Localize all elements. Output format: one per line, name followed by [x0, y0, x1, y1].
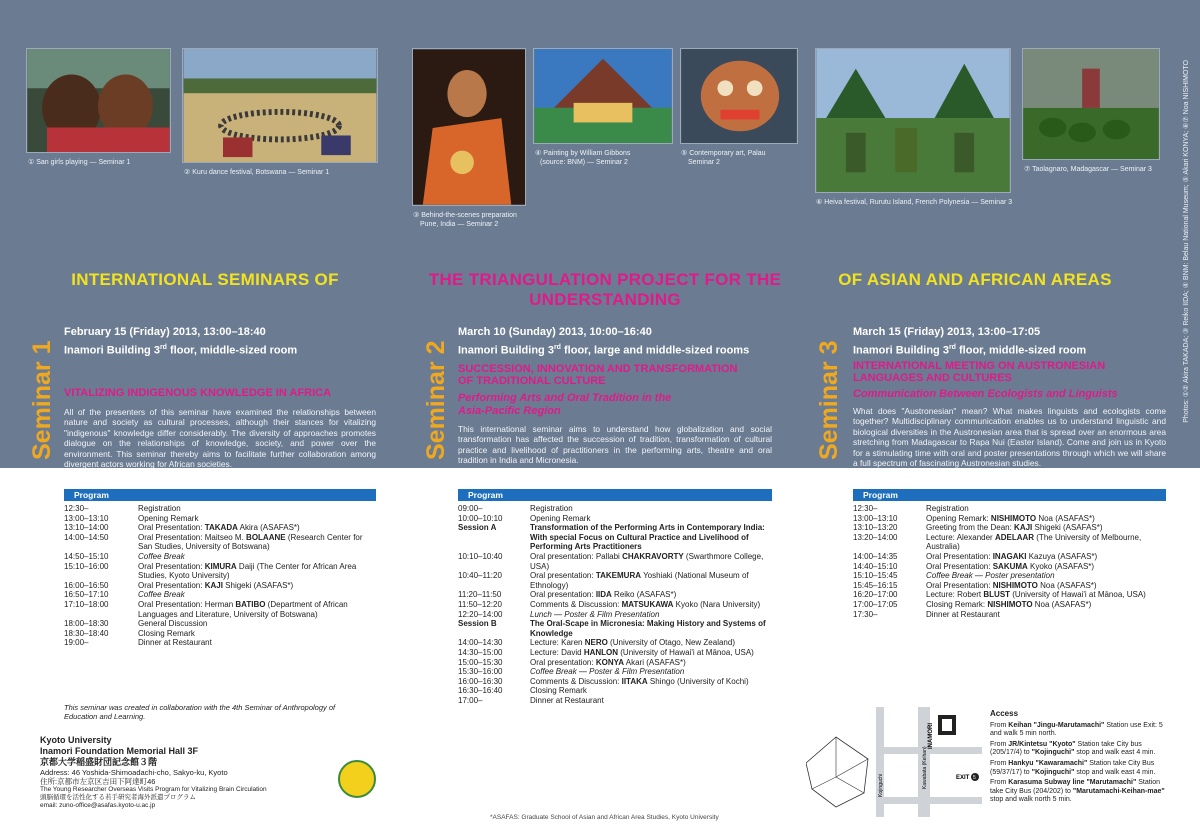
program-item: Opening Remark: NISHIMOTO Noa (ASAFAS*) [926, 513, 1095, 523]
program-time: 14:30–15:00 [458, 647, 503, 657]
seminar-1-label: Seminar 1 [28, 340, 56, 460]
program-time: 10:10–10:40 [458, 551, 503, 561]
program-time: 13:00–13:10 [64, 513, 109, 523]
program-time: 14:00–14:35 [853, 551, 898, 561]
program-row [458, 658, 772, 668]
access-hankyu: From Hankyu "Kawaramachi" Station take City Bus (59/37/17) to "Kojinguchi" stop and walk east 4 min. [990, 759, 1156, 776]
program-item: Lecture: David HANLON (University of Hawai'i at Mānoa, USA) [530, 647, 754, 657]
program-row [458, 514, 772, 524]
program-2-header: Program [458, 489, 772, 501]
program-time: 12:30– [64, 504, 89, 513]
program-item: Oral Presentation: SAKUMA Kyoko (ASAFAS*) [926, 561, 1095, 571]
program-item: Closing Remark: NISHIMOTO Noa (ASAFAS*) [926, 599, 1092, 609]
program-time: 17:30– [853, 609, 878, 619]
seminar-2-title-2: OF TRADITIONAL CULTURE [458, 375, 606, 387]
program-time: 16:00–16:50 [64, 580, 109, 590]
caption-photo-2: ② Kuru dance festival, Botswana — Seminar 1 [184, 169, 330, 176]
program-time: 13:10–14:00 [64, 523, 109, 533]
program-time: 16:20–17:00 [853, 590, 898, 600]
program-row [458, 504, 772, 514]
program-item: Oral presentation: KONYA Akari (ASAFAS*) [530, 657, 686, 667]
program-item: Oral Presentation: NISHIMOTO Noa (ASAFAS*) [926, 580, 1097, 590]
program-time: 18:30–18:40 [64, 628, 109, 638]
program-row [853, 533, 1166, 552]
photo-heiva-festival [815, 48, 1011, 193]
program-item: Dinner at Restaurant [138, 638, 212, 648]
seminar-2-date: March 10 (Sunday) 2013, 10:00–16:40 [458, 326, 652, 338]
seminar-1-date: February 15 (Friday) 2013, 13:00–18:40 [64, 326, 266, 338]
program-time: 19:00– [64, 638, 89, 648]
program-item: Registration [138, 504, 181, 513]
program-row [64, 590, 376, 600]
program-3-header: Program [853, 489, 1166, 501]
program-time: 09:00– [458, 504, 483, 513]
photo-behind-scenes [412, 48, 526, 206]
program-row [458, 590, 772, 600]
program-row [458, 619, 772, 638]
program-time: 15:10–15:45 [853, 571, 898, 581]
program-item: Oral Presentation: TAKADA Akira (ASAFAS*) [138, 523, 300, 533]
seminar-3-description: What does "Austronesian" mean? What makes linguists and ecologists come together? Multidisciplinary communication enables us to understand linguistic and biological diversities in the Austronesian area that is spread over an enormous area stretching from Madagascar to Rapa Nui (Easter Island). Come and join us in Kyoto for a stimulating time with oral and poster presentations through which we will share a full spectrum of fascinating Austronesian studies. [853, 406, 1166, 469]
access-keihan: From Keihan "Jingu-Marutamachi" Station use Exit: 5 and walk 5 min north. [990, 721, 1163, 738]
program-row [64, 629, 376, 639]
program-item: Coffee Break [138, 590, 185, 600]
program-item: Oral presentation: IIDA Reiko (ASAFAS*) [530, 590, 677, 600]
caption-photo-1: ① San girls playing — Seminar 1 [28, 159, 131, 166]
seminar-3-label: Seminar 3 [815, 340, 843, 460]
program-time: 11:20–11:50 [458, 590, 502, 600]
program-item: The Oral-Scape in Micronesia: Making History and Systems of Knowledge [530, 619, 766, 638]
program-row [64, 504, 376, 514]
program-3-list [853, 504, 1166, 619]
caption-photo-4a: ④ Painting by William Gibbons [535, 150, 631, 157]
photo-taolagnaro [1022, 48, 1160, 160]
map-exit-label: EXIT [956, 775, 970, 781]
program-row [853, 523, 1166, 533]
seminar-2-room: Inamori Building 3rd floor, large and middle-sized rooms [458, 344, 750, 357]
program-row [458, 571, 772, 590]
program-row [64, 581, 376, 591]
program-time: 13:20–14:00 [853, 532, 898, 542]
program-time: 17:00–17:05 [853, 599, 898, 609]
program-logo [338, 760, 376, 798]
program-time: 15:30–16:00 [458, 667, 503, 677]
program-row [64, 562, 376, 581]
access-subway: From Karasuma Subway line "Marutamachi" Station take City Bus (204/202) to "Marutamachi-Keihan-mae" stop and walk north 5 min. [990, 779, 1165, 804]
program-item: Oral Presentation: INAGAKI Kazuya (ASAFAS*) [926, 551, 1098, 561]
program-row [853, 552, 1166, 562]
program-time: 15:10–16:00 [64, 561, 109, 571]
venue-block [40, 735, 330, 810]
program-item: Dinner at Restaurant [926, 609, 1000, 619]
program-time: 13:00–13:10 [853, 513, 898, 523]
program-item: Oral Presentation: KIMURA Daiji (The Center for African Area Studies, Kyoto University) [138, 561, 357, 581]
program-row [853, 581, 1166, 591]
venue-program: The Young Researcher Overseas Visits Program for Vitalizing Brain Circulation [40, 786, 267, 793]
program-time: 15:45–16:15 [853, 580, 898, 590]
program-item: Oral Presentation: Maitseo M. BOLAANE (Research Center for San Studies, University of Botswana) [138, 532, 363, 552]
program-item: Oral Presentation: Herman BATIBO (Department of African Languages and Literature, University of Botswana) [138, 599, 348, 619]
map-inamori-label: INAMORI [928, 723, 934, 749]
caption-photo-4b: (source: BNM) — Seminar 2 [540, 159, 628, 166]
caption-photo-5a: ⑤ Contemporary art, Palau [681, 150, 766, 157]
caption-photo-3a: ③ Behind-the-scenes preparation [413, 212, 517, 219]
program-2-list [458, 504, 772, 705]
program-item: Greeting from the Dean: KAJI Shigeki (ASAFAS*) [926, 523, 1103, 533]
program-item: Lecture: Alexander ADELAAR (The University of Melbourne, Australia) [926, 532, 1142, 552]
program-row [853, 504, 1166, 514]
program-row [64, 638, 376, 648]
program-item: Closing Remark [138, 628, 195, 638]
program-row [853, 562, 1166, 572]
map-exit-number: 5 [973, 775, 976, 781]
program-row [458, 696, 772, 706]
photo-san-girls [26, 48, 171, 153]
program-item: Comments & Discussion: IITAKA Shingo (University of Kochi) [530, 676, 749, 686]
seminar-2-label: Seminar 2 [422, 340, 450, 460]
venue-address: Address: 46 Yoshida-Shimoadachi-cho, Sakyo-ku, Kyoto [40, 768, 228, 777]
program-time: 12:20–14:00 [458, 609, 503, 619]
photo-kuru-dance [182, 48, 378, 163]
program-time: 16:30–16:40 [458, 686, 503, 696]
program-row [458, 638, 772, 648]
photo-gibbons-painting [533, 48, 673, 144]
venue-email[interactable]: email: zuno-office@asafas.kyoto-u.ac.jp [40, 802, 156, 809]
caption-photo-3b: Pune, India — Seminar 2 [420, 221, 499, 228]
program-row [64, 533, 376, 552]
seminar-3-title-2: LANGUAGES AND CULTURES [853, 372, 1012, 384]
seminar-2-title-1: SUCCESSION, INNOVATION AND TRANSFORMATION [458, 363, 738, 375]
program-item: Oral presentation: Pallabi CHAKRAVORTY (Swarthmore College, USA) [530, 551, 764, 571]
program-item: Registration [926, 504, 969, 513]
headline-right: OF ASIAN AND AFRICAN AREAS [838, 270, 1112, 289]
seminar-2-subtitle-2: Asia-Pacific Region [458, 405, 561, 417]
program-1-list [64, 504, 376, 648]
seminar-1-description: All of the presenters of this seminar have examined the relationships between nature and society as cultural processes, although their stances for vitalizing "indigenous" knowledge differ considerably. The diversity of approaches promotes dialogue on the relationships of knowledge, society, and power over the environment. This seminar thereby aims to facilitate further collaboration among divergent actors working for African societies. [64, 407, 376, 470]
access-title: Access [990, 709, 1019, 718]
program-row [458, 686, 772, 696]
venue-university: Kyoto University [40, 735, 112, 745]
venue-program-jp: 頭脳循環を活性化する若手研究者海外派遣プログラム [40, 794, 196, 801]
program-row [853, 514, 1166, 524]
program-item: Coffee Break — Poster & Film Presentation [530, 667, 685, 677]
program-time: 14:50–15:10 [64, 551, 109, 561]
program-row [853, 571, 1166, 581]
venue-address-jp: 住所:京都市左京区吉田下阿達町46 [40, 777, 156, 786]
program-1-note: This seminar was created in collaboration with the 4th Seminar of Anthropology of Education and Learning. [64, 703, 336, 721]
program-row [458, 677, 772, 687]
access-jr: From JR/Kintetsu "Kyoto" Station take City bus (205/17/4) to "Kojinguchi" stop and walk east 4 min. [990, 740, 1156, 757]
seminar-2-description: This international seminar aims to understand how globalization and social transformation has affected the succession of tradition, transformation of cultural practice and livelihood of practitioners in the performing arts, theatre and oral tradition in India and Micronesia. [458, 424, 772, 466]
program-row [64, 619, 376, 629]
program-time: 17:00– [458, 695, 483, 705]
seminar-3-subtitle: Communication Between Ecologists and Linguists [853, 388, 1118, 400]
program-item: Dinner at Restaurant [530, 695, 604, 705]
map-road-kojinguchi: Kojinguchi [878, 773, 884, 797]
program-time: 18:00–18:30 [64, 619, 109, 629]
seminar-3-date: March 15 (Friday) 2013, 13:00–17:05 [853, 326, 1041, 338]
venue-hall: Inamori Foundation Memorial Hall 3F [40, 746, 199, 756]
program-time: 14:00–14:30 [458, 638, 503, 648]
program-time: 17:10–18:00 [64, 599, 109, 609]
program-item: Oral presentation: TAKEMURA Yoshiaki (National Museum of Ethnology) [530, 571, 749, 590]
program-item: Registration [530, 504, 573, 513]
venue-hall-jp: 京都大学稲盛財団記念館３階 [40, 757, 158, 767]
asafas-footnote: *ASAFAS: Graduate School of Asian and African Area Studies, Kyoto University [490, 814, 719, 821]
program-time: 14:40–15:10 [853, 561, 898, 571]
program-item: Lecture: Robert BLUST (University of Hawai'i at Mānoa, USA) [926, 590, 1146, 600]
program-time: 16:50–17:10 [64, 590, 109, 600]
program-row [853, 590, 1166, 600]
program-time: 12:30– [853, 504, 878, 513]
program-time: Session B [458, 619, 497, 629]
program-row [853, 600, 1166, 610]
program-time: 16:00–16:30 [458, 676, 503, 686]
map-road-kawabata: Kawabata (Keihan) [922, 746, 928, 789]
program-item: Opening Remark [530, 513, 591, 523]
program-item: Lunch — Poster & Film Presentation [530, 609, 660, 619]
program-item: Closing Remark [530, 686, 587, 696]
caption-photo-5b: Seminar 2 [688, 159, 720, 166]
program-row [64, 552, 376, 562]
program-row [458, 648, 772, 658]
photo-credits: Photos: ①② Akira TAKADA; ③ Reiko IIDA; ④ BNM: Belau National Museum; ⑤ Akari KONYA; ⑥⑦ Noa NISHIMOTO [1183, 60, 1190, 423]
seminar-1-room: Inamori Building 3rd floor, middle-sized room [64, 344, 298, 357]
program-time: 14:00–14:50 [64, 532, 109, 542]
program-time: 15:00–15:30 [458, 657, 503, 667]
access-info [990, 710, 1166, 807]
program-item: Coffee Break — Poster presentation [926, 571, 1055, 581]
headline-left: INTERNATIONAL SEMINARS OF [71, 270, 339, 289]
seminar-3-room: Inamori Building 3rd floor, middle-sized room [853, 344, 1087, 357]
program-row [458, 552, 772, 571]
program-time: 10:40–11:20 [458, 571, 502, 581]
program-time: 10:00–10:10 [458, 513, 503, 523]
program-row [458, 667, 772, 677]
program-item: Comments & Discussion: MATSUKAWA Kyoko (Nara University) [530, 599, 761, 609]
program-1-header: Program [64, 489, 376, 501]
program-item: Transformation of the Performing Arts in Contemporary India: With special Focus on Cultural Practice and Livelihood of Performing Arts Practitioners [530, 523, 765, 552]
program-item: Oral Presentation: KAJI Shigeki (ASAFAS*) [138, 580, 294, 590]
program-row [64, 514, 376, 524]
program-row [64, 523, 376, 533]
program-row [64, 600, 376, 619]
program-item: Opening Remark [138, 513, 199, 523]
headline-mid-1: THE TRIANGULATION PROJECT FOR THE [428, 270, 782, 289]
seminar-3-title-1: INTERNATIONAL MEETING ON AUSTRONESIAN [853, 360, 1106, 372]
caption-photo-6: ⑥ Heiva festival, Rurutu Island, French Polynesia — Seminar 3 [816, 199, 1013, 206]
program-row [458, 600, 772, 610]
program-item: General Discussion [138, 619, 208, 629]
program-item: Lecture: Karen NERO (University of Otago, New Zealand) [530, 638, 735, 648]
seminar-2-subtitle-1: Performing Arts and Oral Tradition in the [458, 392, 672, 404]
seminar-1-title: VITALIZING INDIGENOUS KNOWLEDGE IN AFRICA [64, 387, 332, 399]
program-row [853, 610, 1166, 620]
caption-photo-7: ⑦ Taolagnaro, Madagascar — Seminar 3 [1024, 166, 1152, 173]
headline-mid-2: UNDERSTANDING [529, 290, 681, 309]
access-map [806, 697, 982, 821]
photo-palau-art [680, 48, 798, 144]
program-time: 11:50–12:20 [458, 599, 502, 609]
program-row [458, 523, 772, 552]
program-item: Coffee Break [138, 551, 185, 561]
program-time: 13:10–13:20 [853, 523, 898, 533]
program-time: Session A [458, 523, 497, 533]
program-row [458, 610, 772, 620]
